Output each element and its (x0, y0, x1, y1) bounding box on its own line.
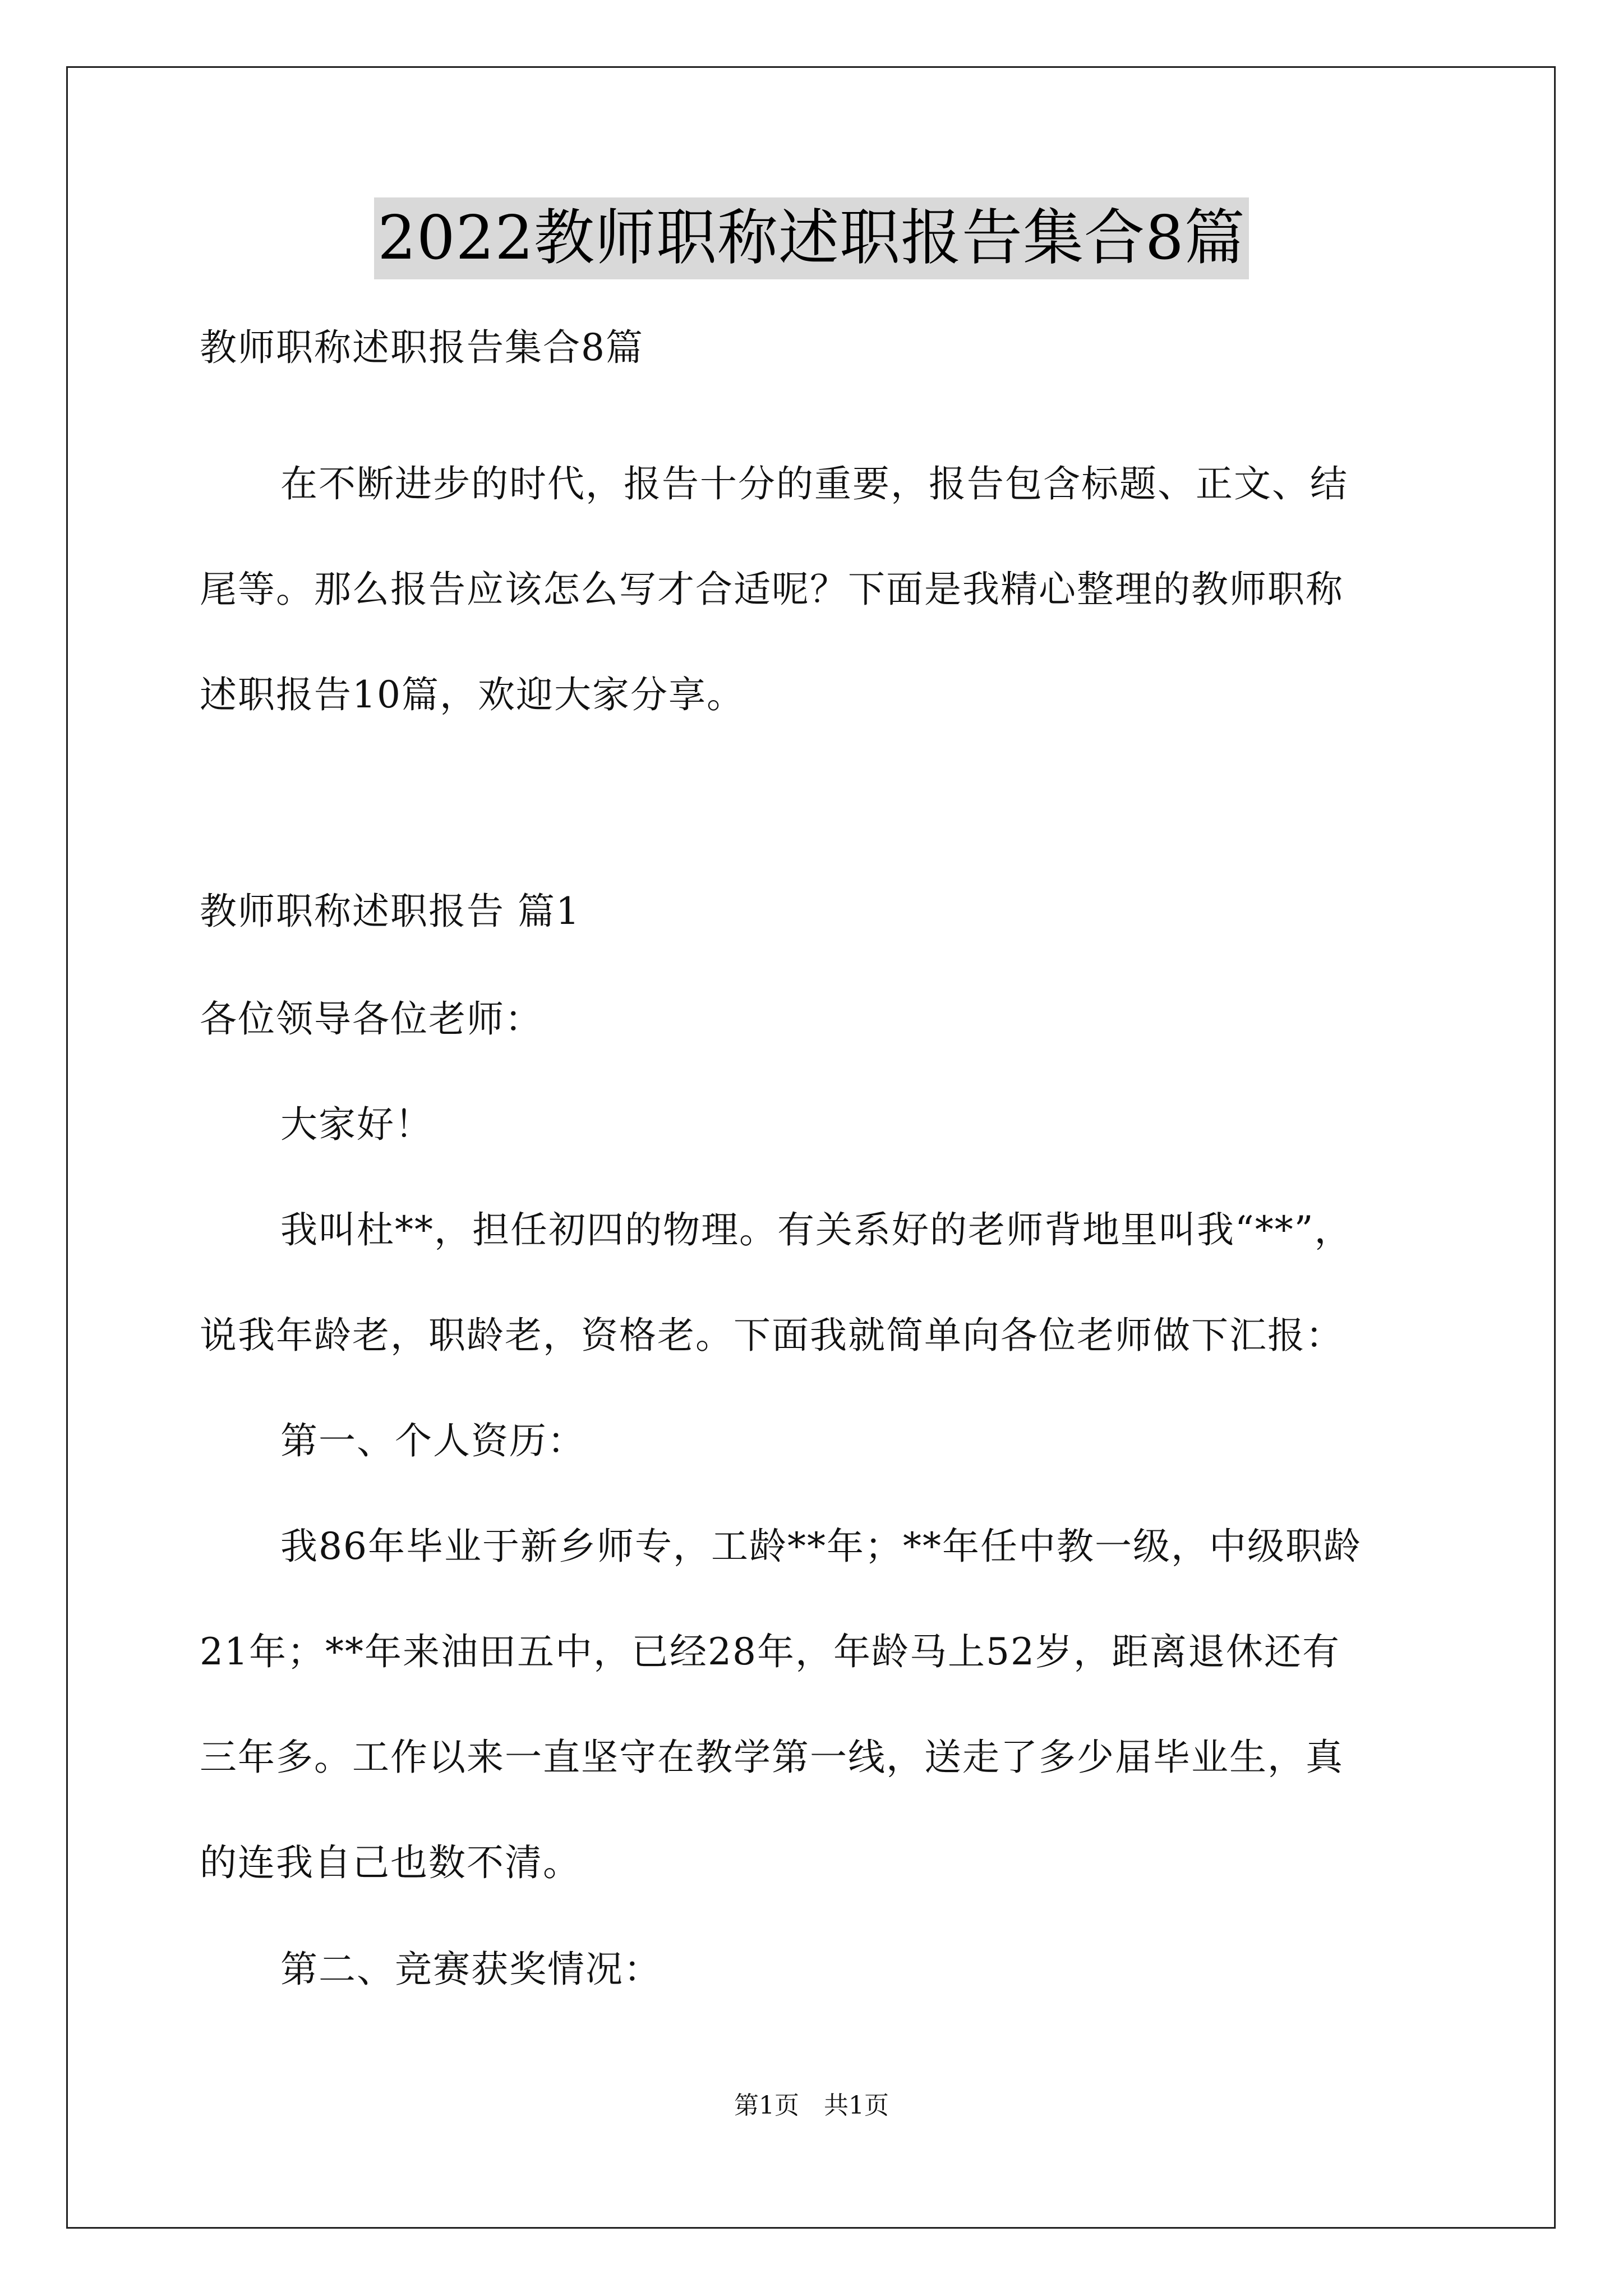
salutation: 各位领导各位老师： (200, 997, 543, 1041)
point1-heading: 第一、个人资历： (280, 1419, 585, 1462)
page-total: 共1页 (824, 2091, 889, 2120)
intro-line-1: 在不断进步的时代，报告十分的重要，报告包含标题、正文、结 (280, 462, 1348, 505)
para2-line-2: 21年；**年来油田五中，已经28年，年龄马上52岁，距离退休还有 (200, 1630, 1340, 1673)
para2-line-1: 我86年毕业于新乡师专，工龄**年；**年任中教一级，中级职龄 (280, 1525, 1362, 1568)
section-heading: 教师职称述职报告 篇1 (200, 890, 580, 933)
page-footer (0, 2089, 1623, 2123)
intro-line-2: 尾等。那么报告应该怎么写才合适呢？下面是我精心整理的教师职称 (200, 568, 1344, 611)
document-title: 2022教师职称述职报告集合8篇 (374, 197, 1249, 279)
intro-line-3: 述职报告10篇，欢迎大家分享。 (200, 673, 745, 716)
para1-line-2: 说我年龄老，职龄老，资格老。下面我就简单向各位老师做下汇报： (200, 1314, 1344, 1357)
point2-heading: 第二、竞赛获奖情况： (280, 1948, 662, 1991)
subtitle: 教师职称述职报告集合8篇 (200, 326, 644, 369)
para1-line-1: 我叫杜**，担任初四的物理。有关系好的老师背地里叫我“**”， (280, 1208, 1353, 1251)
title-container (0, 197, 1623, 279)
greeting: 大家好！ (280, 1103, 433, 1146)
para2-line-3: 三年多。工作以来一直坚守在教学第一线，送走了多少届毕业生，真 (200, 1736, 1344, 1779)
page-number: 第1页 (734, 2091, 799, 2120)
para2-line-4: 的连我自己也数不清。 (200, 1841, 581, 1884)
